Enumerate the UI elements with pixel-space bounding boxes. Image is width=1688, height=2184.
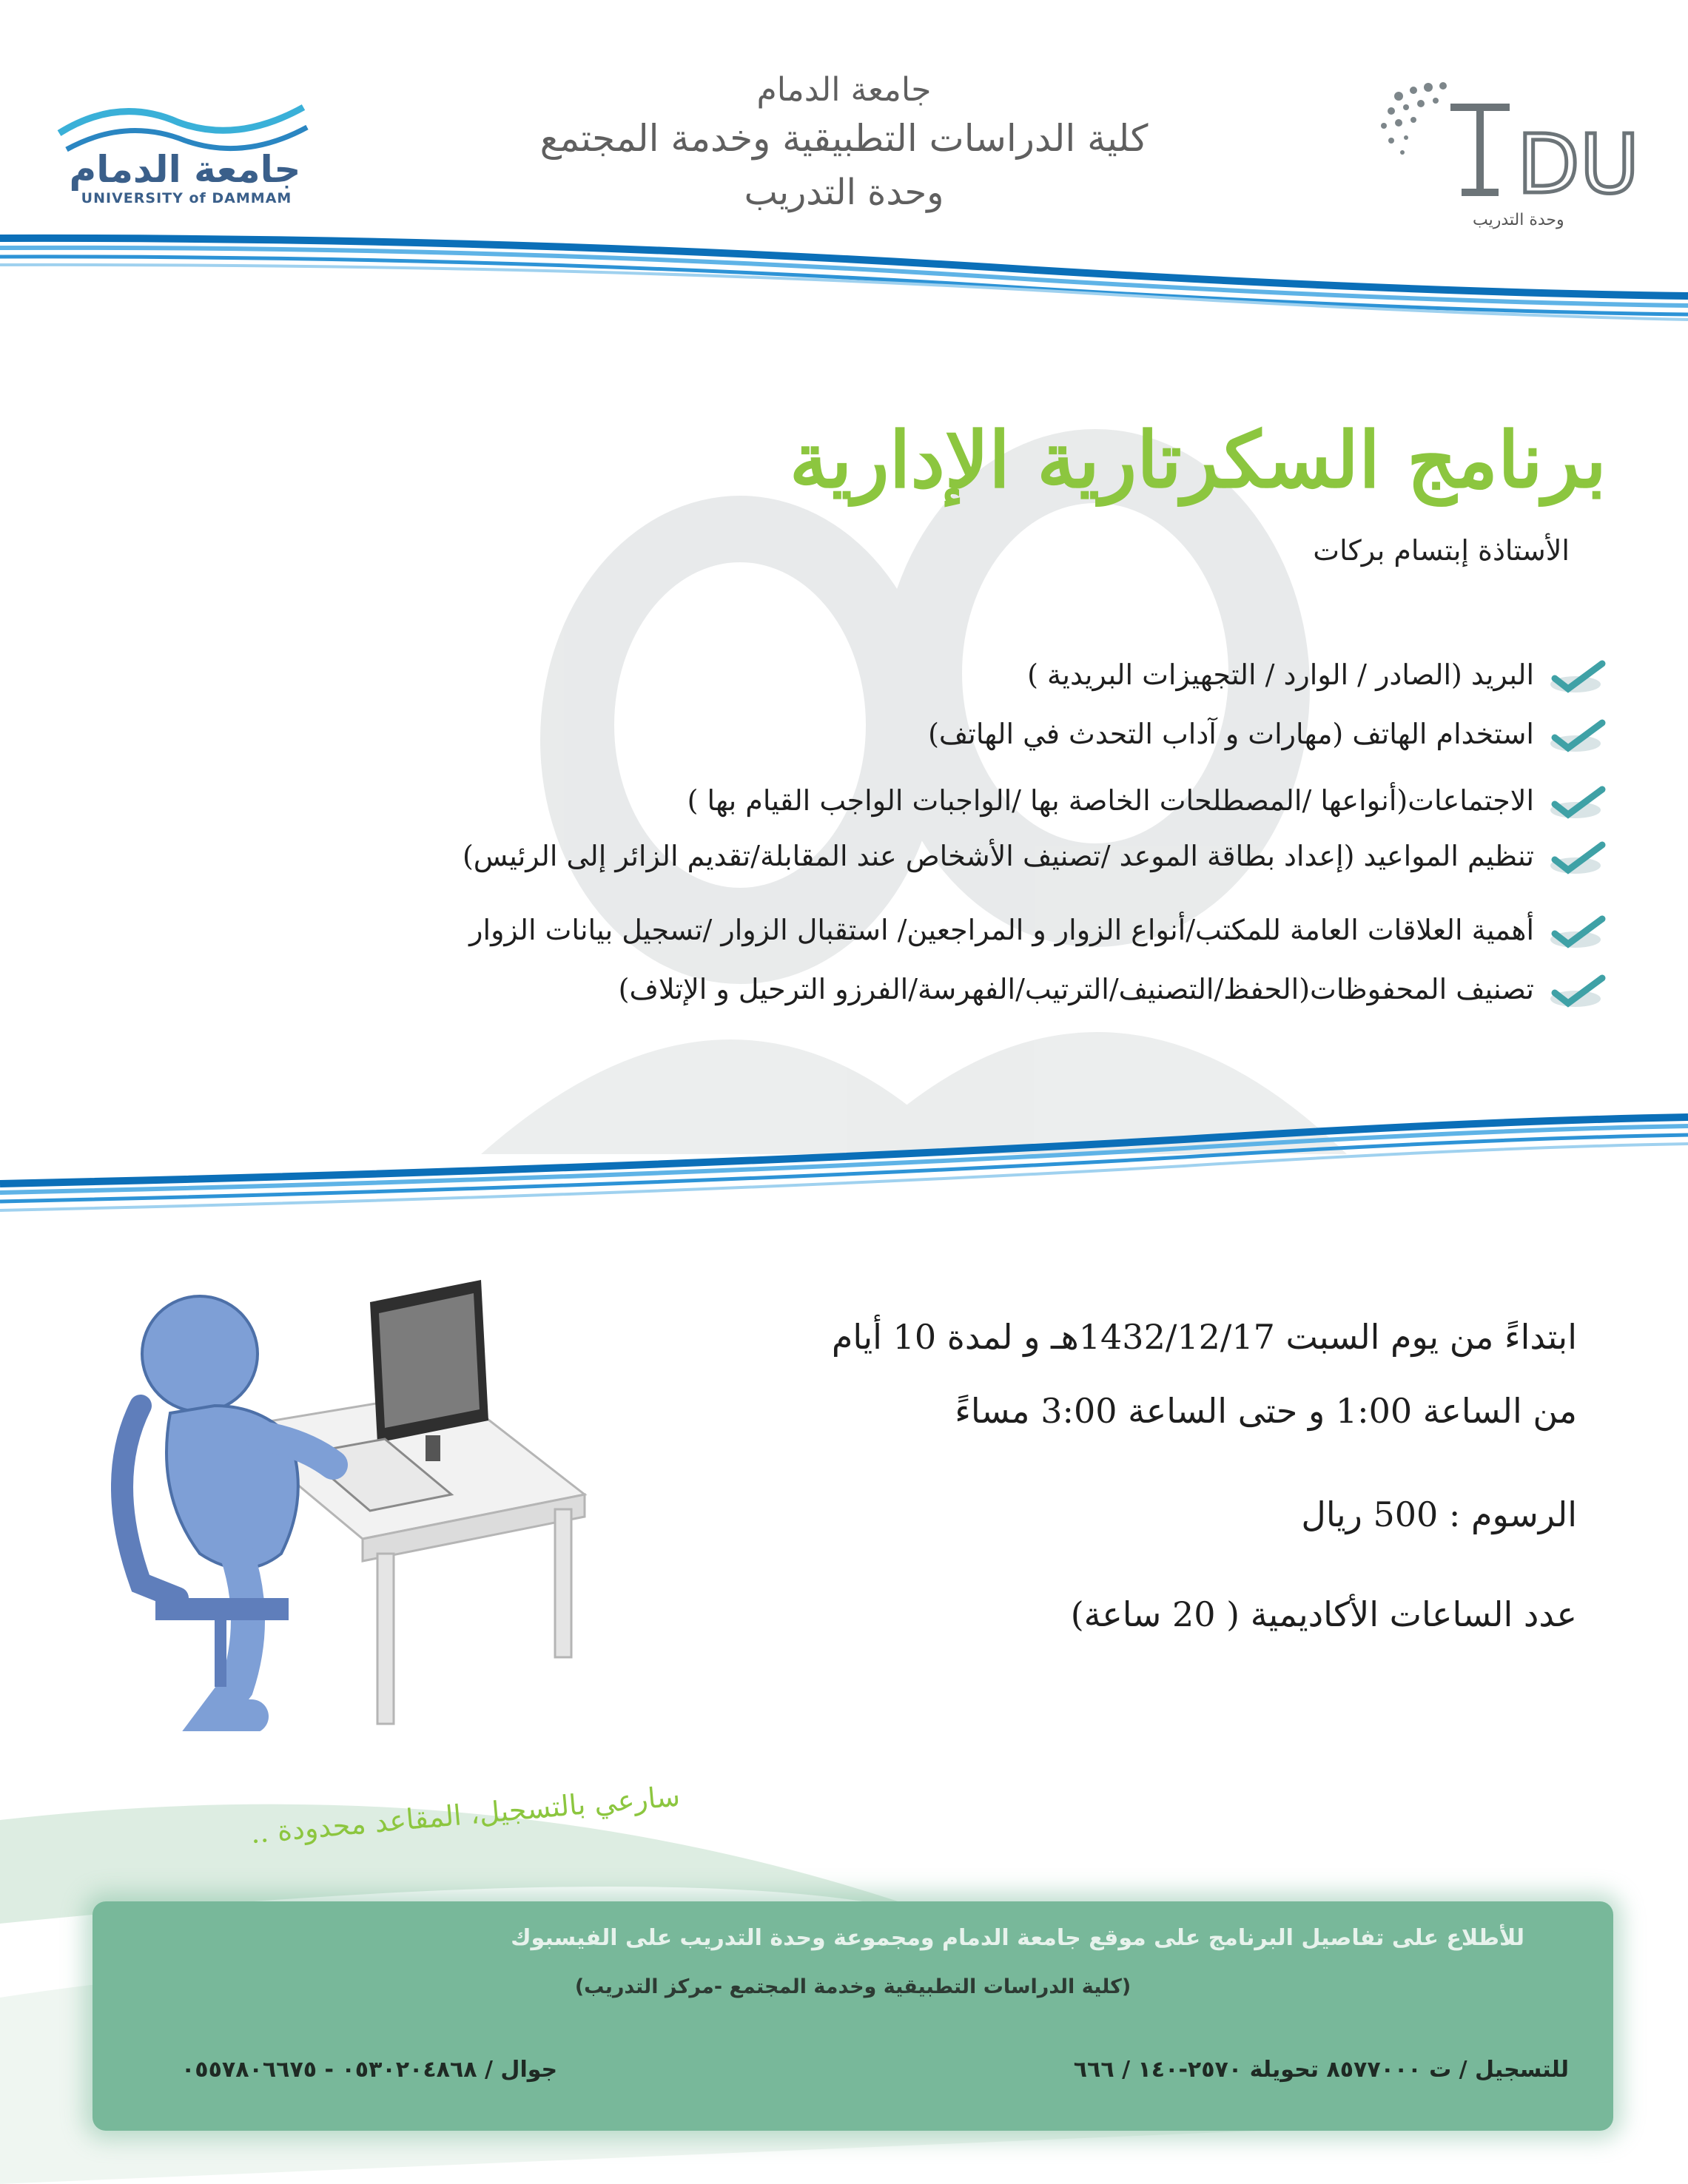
footer-info-box (93, 1901, 1613, 2131)
footer-info-text: للأطلاع على تفاصيل البرنامج على موقع جامعة الدمام ومجموعة وحدة التدريب على الفيسبوك (511, 1925, 1524, 1951)
schedule-start: ابتداءً من يوم السبت 1432/12/17هـ و لمدة 10 أيام (831, 1317, 1577, 1357)
topic-text: تنظيم المواعيد (إعداد بطاقة الموعد /تصنيف الأشخاص عند المقابلة/تقديم الزائر إلى الرئيس) (462, 840, 1534, 872)
schedule-time: من الساعة 1:00 و حتى الساعة 3:00 مساءً (955, 1391, 1577, 1431)
topic-text: البريد (الصادر / الوارد / التجهيزات البريدية ) (1027, 658, 1534, 691)
checkmark-icon (1547, 718, 1607, 755)
program-title: برنامج السكرتارية الإدارية (789, 414, 1607, 505)
registration-phone: للتسجيل / ت ٨٥٧٧٠٠٠ تحويلة ٢٥٧٠-١٤٠ / ٦٦٦ (1073, 2057, 1569, 2083)
top-swoosh (0, 238, 1688, 320)
topic-text: استخدام الهاتف (مهارات و آداب التحدث في الهاتف) (928, 718, 1534, 750)
mobile-numbers: جوال / ٠٥٣٠٢٠٤٨٦٨ - ٠٥٥٧٨٠٦٦٧٥ (181, 2057, 558, 2083)
topic-text: تصنيف المحفوظات(الحفظ/التصنيف/الترتيب/الفهرسة/الفرزو الترحيل و الإتلاف) (618, 973, 1534, 1005)
person-at-computer-image (111, 1273, 592, 1731)
checkmark-icon (1547, 659, 1607, 696)
university-logo-english: UNIVERSITY of DAMMAM (81, 190, 292, 206)
presenter-name: الأستاذة إبتسام بركات (1313, 534, 1570, 567)
topic-item (687, 784, 1607, 822)
checkmark-icon (1547, 914, 1607, 951)
topic-text: أهمية العلاقات العامة للمكتب/أنواع الزوار و المراجعين/ استقبال الزوار /تسجيل بيانات الزوار (469, 914, 1534, 946)
call-to-action-text: سارعي بالتسجيل، المقاعد محدودة .. (249, 1779, 682, 1850)
university-name: جامعة الدمام (756, 71, 932, 109)
footer-college-text: (كلية الدراسات التطبيقية وخدمة المجتمع -مركز التدريب) (574, 1975, 1132, 1998)
topic-item (928, 718, 1607, 755)
fees: الرسوم : 500 ريال (1301, 1494, 1577, 1534)
university-logo-arabic: جامعة الدمام (69, 148, 301, 191)
topic-item (619, 973, 1607, 1011)
checkmark-icon (1547, 840, 1607, 877)
topic-item (469, 914, 1607, 951)
checkmark-icon (1547, 974, 1607, 1011)
checkmark-icon (1547, 785, 1607, 822)
topic-item (463, 840, 1607, 877)
tdu-logo-subtitle: وحدة التدريب (1473, 211, 1564, 229)
academic-hours: عدد الساعات الأكاديمية ( 20 ساعة) (1070, 1594, 1577, 1634)
unit-name: وحدة التدريب (744, 172, 944, 213)
topic-item (1027, 658, 1607, 696)
topic-text: الاجتماعات(أنواعها /المصطلحات الخاصة بها /الواجبات الواجب القيام بها ) (687, 784, 1534, 817)
tdu-logo-letters: DU (1517, 117, 1640, 212)
college-name: كلية الدراسات التطبيقية وخدمة المجتمع (539, 117, 1149, 160)
